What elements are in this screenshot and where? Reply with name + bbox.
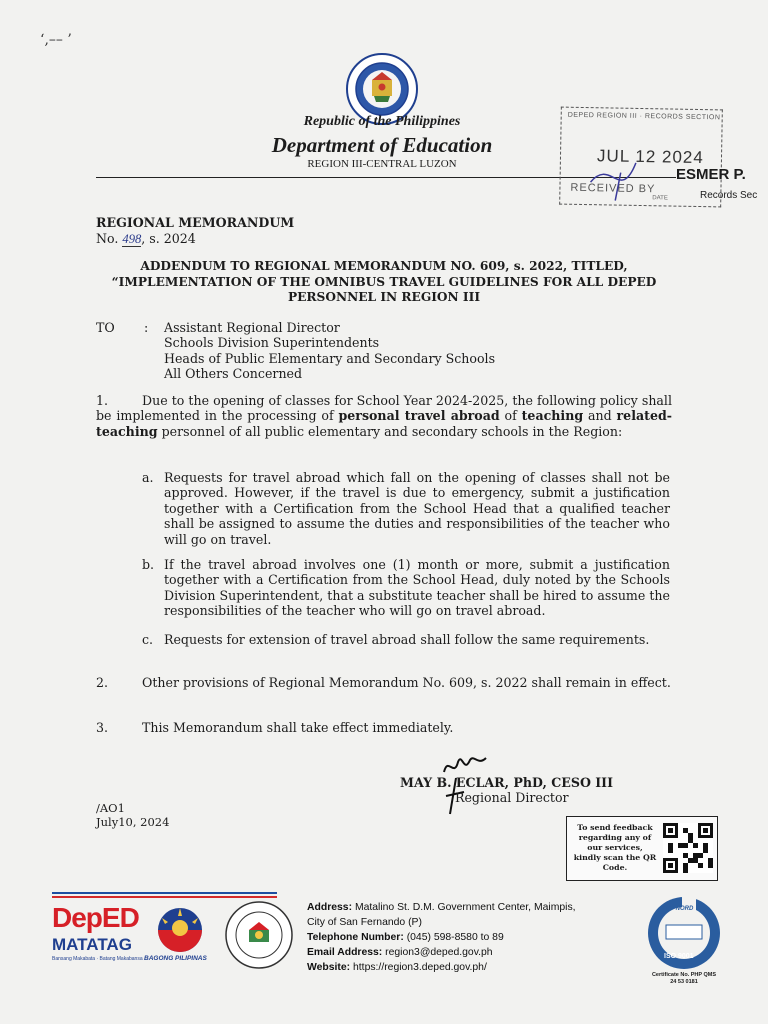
cert-number: Certificate No. PHP QMS 24 53 0181	[651, 972, 717, 985]
recipient: All Others Concerned	[164, 365, 303, 381]
memo-number: 498	[122, 232, 142, 246]
paragraph-2: 2. Other provisions of Regional Memorandum No. 609, s. 2022 shall remain in effect.	[96, 675, 671, 690]
recipient-list	[164, 320, 495, 381]
margin-scribble: ‘,–– ’	[40, 32, 72, 48]
memo-title: ADDENDUM TO REGIONAL MEMORANDUM NO. 609, s. 2022, TITLED, “IMPLEMENTATION OF THE OMNIBUS TRAVEL GUIDELINES FOR ALL DEPED PERSONNEL IN REGION III	[111, 259, 657, 304]
footer-rule-blue	[52, 892, 277, 894]
received-stamp: DEPED REGION III · RECORDS SECTION JUL 12 2024 RECEIVED BY DATE	[559, 107, 723, 208]
region-line: REGION III-CENTRAL LUZON	[307, 158, 457, 170]
republic-line: Republic of the Philippines	[303, 114, 461, 129]
signatory-name: MAY B. ECLAR, PhD, CESO III	[400, 775, 613, 790]
list-item-c: c. Requests for extension of travel abroad shall follow the same requirements.	[142, 632, 650, 647]
recipient: Schools Division Superintendents	[164, 335, 380, 351]
stamp-sub: Records Sec	[700, 190, 758, 201]
list-item-b: b. If the travel abroad involves one (1) month or more, submit a justification together with a Certification from the School Head, duly noted by the Schools Division Superintendent, that a substitute teacher shall be hired to assume the responsibilities of the teacher who will go on travel abroad.	[142, 557, 670, 619]
deped-round-seal	[224, 900, 294, 970]
stamp-date: JUL 12 2024	[596, 146, 704, 168]
recipient: Heads of Public Elementary and Secondary Schools	[164, 350, 496, 366]
deped-logo: DepED	[52, 902, 139, 933]
matatag-tagline: Bansang Makabata · Batang Makabansa	[52, 956, 143, 962]
website-link[interactable]: https://region3.deped.gov.ph/	[353, 962, 487, 973]
paragraph-1: 1. Due to the opening of classes for School Year 2024-2025, the following policy shall be implemented in the processing of personal travel abroad of teaching and related-teaching personnel of all public elementary and secondary schools in the Region:	[96, 393, 673, 439]
footer-rule-red	[52, 896, 277, 898]
bagong-pilipinas-text: BAGONG PILIPINAS	[144, 955, 207, 962]
list-item-a: a. Requests for travel abroad which fall on the opening of classes shall not be approved. However, if the travel is due to emergency, submit a justification together with a Certification from the School Head that a qualified teacher shall be assigned to assume the duties and responsibilities of the teacher who will go on travel.	[142, 470, 670, 547]
matatag-logo: MATATAG	[52, 935, 132, 954]
bagong-pilipinas-logo	[150, 904, 210, 960]
paragraph-3: 3. This Memorandum shall take effect immediately.	[96, 720, 454, 735]
department-title: Department of Education	[271, 133, 493, 157]
signatory-title: Regional Director	[455, 790, 569, 805]
to-colon: :	[144, 320, 149, 335]
tuv-label: TÜV NORD	[662, 906, 694, 912]
stamp-signature	[580, 152, 651, 203]
memo-type: REGIONAL MEMORANDUM	[96, 215, 295, 230]
qr-code[interactable]	[663, 823, 713, 873]
feedback-box	[566, 816, 718, 881]
feedback-text: To send feedback regarding any of our services, kindly scan the QR Code.	[573, 823, 657, 872]
reference-code: /AO1 July10, 2024	[96, 801, 170, 829]
to-label: TO	[96, 320, 115, 335]
recipient: Assistant Regional Director	[164, 320, 340, 335]
memo-number-line: No. 498, s. 2024	[96, 231, 196, 246]
iso-label: ISO 9001	[664, 953, 694, 960]
contact-block: Address: Matalino St. D.M. Government Center, Maimpis, City of San Fernando (P) Telephone Number: (045) 598-8580 to 89 Email Address: region3@deped.gov.ph Website: https://region3.deped.gov.ph/	[307, 902, 576, 973]
stamp-name: ESMER P.	[676, 166, 746, 183]
